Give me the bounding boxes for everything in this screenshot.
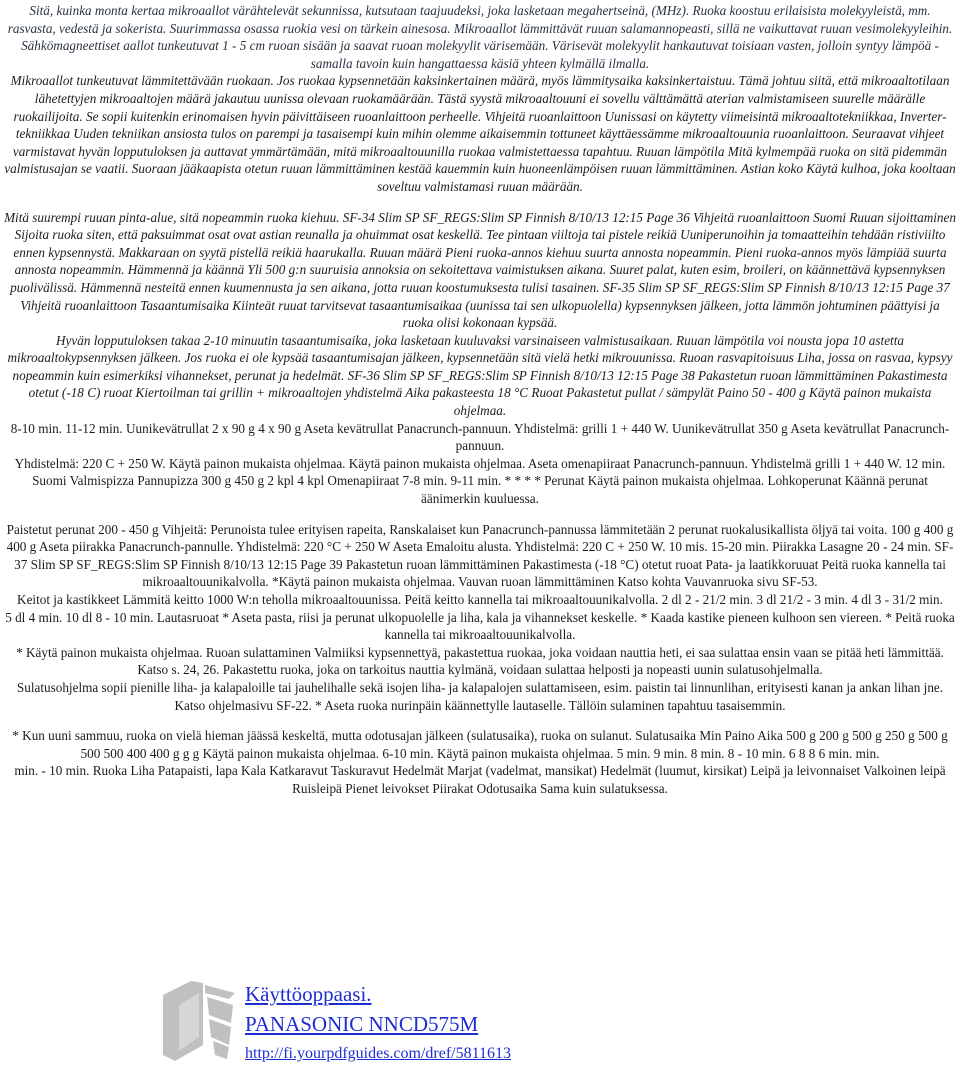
paragraph: Yhdistelmä: 220 C + 250 W. Käytä painon mukaista ohjelmaa. Käytä painon mukaista ohjelmaa. Aseta omenapiiraat Panacrunch-pannuun. Yhdistelmä grilli 1 + 440 W. 12 min. Suomi Valmispizza Pannupizza 300 g 450 g 2 kpl 4 kpl Omenapiiraat 7-8 min. 9-11 min. * * * * Perunat Käytä painon mukaista ohjelmaa. Lohkoperunat Käännä perunat äänimerkin kuuluessa. — [14, 455, 946, 507]
paragraph: * Kun uuni sammuu, ruoka on vielä hieman jäässä keskeltä, mutta odotusajan jälkeen (sulatusaika), ruoka on sulanut. Sulatusaika Min Paino Aika 500 g 200 g 500 g 250 g 500 g 500 500 400 400 g g g Käytä painon mukaista ohjelmaa. 6-10 min. Käytä painon mukaista ohjelmaa. 5 min. 9 min. 8 min. 8 - 10 min. 6 8 8 6 min. min. — [12, 728, 948, 761]
paragraph: rasvasta, vedestä ja sokerista. Suurimmassa osassa ruokia vesi on tärkein ainesosa. Mikroaallot lämmittävät ruuan salamannopeasti, sillä ne vaikuttavat ruuan vesimolekyyleihin. Sähkömagneettiset aallot tunkeutuvat 1 - 5 cm ruoan sisään ja saavat ruoan molekyylit värisemään. Värisevät molekyylit hankautuvat toisiaan vasten, jolloin syntyy lämpöä - samalla tavoin kuin hangattaessa käsiä yhteen kylmällä ilmalla. — [7, 20, 953, 71]
paragraph: Hyvän lopputuloksen takaa 2-10 minuutin tasaantumisaika, joka lasketaan kuuluvaksi varsinaiseen valmistusaikaan. Ruuan lämpötila voi nousta jopa 10 astetta mikroaaltokypsennyksen jälkeen. Jos ruoka ei ole kypsää tasaantumisajan jälkeen, kypsennetään sitä vielä hetki mikrouunissa. Ruoan rasvapitoisuus Liha, jossa on rasvaa, kypsyy nopeammin kuin esimerkiksi vihannekset, perunat ja hedelmät. SF-36 Slim SP SF_REGS:Slim SP Finnish 8/10/13 12:15 Page 38 Pakastetun ruoan lämmittäminen Pakastimesta otetut (-18 C) ruoat Kiertoilman tai grillin + mikroaaltojen yhdistelmä Aika pakasteesta 18 °C Ruoat Pakastetut pullat / sämpylät Paino 50 - 400 g Käytä painon mukaista ohjelmaa. — [7, 332, 953, 419]
paragraph: 5 dl 4 min. 10 dl 8 - 10 min. Lautasruoat * Aseta pasta, riisi ja perunat ulkopuolelle ja liha, kala ja vihannekset keskelle. * Kaada kastike pieneen kulhoon sen viereen. * Peitä ruoka kannella tai mikroaaltouunikalvolla. — [5, 609, 955, 643]
paragraph-gap — [0, 714, 960, 727]
paragraph: * Käytä painon mukaista ohjelmaa. Ruoan sulattaminen Valmiiksi kypsennettyä, pakastettua ruokaa, joka voidaan nauttia heti, ei saa sulattaa ensin vaan se pitää heti lämmittää. Katso s. 24, 26. Pakastettu ruoka, joka on tarkoitus nauttia kylmänä, voidaan sulattaa helposti ja nopeasti uunin sulatusohjelmalla. — [16, 644, 944, 678]
user-guide-link[interactable]: Käyttöoppaasi. — [245, 982, 372, 1006]
paragraph: 8-10 min. 11-12 min. Uunikevätrullat 2 x 90 g 4 x 90 g Aseta kevätrullat Panacrunch-pannuun. Yhdistelmä: grilli 1 + 440 W. Uunikevätrullat 350 g Aseta kevätrullat Panacrunch-pannuun. — [10, 420, 950, 454]
paragraph: min. - 10 min. Ruoka Liha Patapaisti, lapa Kala Katkaravut Taskuravut Hedelmät Marjat (vadelmat, mansikat) Hedelmät (luumut, kirsikat) Leipä ja leivonnaiset Valkoinen leipä Ruisleipä Pienet leivokset Piirakat Odotusaika Sama kuin sulatuksessa. — [14, 763, 946, 796]
paragraph: Paistetut perunat 200 - 450 g Vihjeitä: Perunoista tulee erityisen rapeita, Ranskalaiset kun Panacrunch-pannussa lämmitetään 2 perunat ruokalusikallista öljyä tai voita. 100 g 400 g 400 g Aseta piirakka Panacrunch-pannulle. Yhdistelmä: 220 °C + 250 W Aseta Emaloitu alusta. Yhdistelmä: 220 C + 250 W. 10 mis. 15-20 min. Piirakka Lasagne 20 - 24 min. SF-37 Slim SP SF_REGS:Slim SP Finnish 8/10/13 12:15 Page 39 Pakastetun ruoan lämmittäminen Pakastimesta (-18 °C) otetut ruoat Pata- ja laatikkoruuat Peitä ruoka kannella tai mikroaaltouunikalvolla. *Käytä painon mukaista ohjelmaa. Vauvan ruoan lämmittäminen Katso kohta Vauvanruoka sivu SF-53. — [6, 521, 954, 590]
footer-links — [245, 979, 511, 1069]
paragraph: Mikroaallot tunkeutuvat lämmitettävään ruokaan. Jos ruokaa kypsennetään kaksinkertainen määrä, myös lämmitysaika kaksinkertaistuu. Tämä johtuu siitä, että mikroaaltotilaan lähetettyjen mikroaaltojen määrä jakautuu uunissa olevaan ruokamäärään. Tästä syystä mikroaaltouuni ei sovellu välttämättä aterian valmistamiseen suurelle määrälle ruokailijoita. Se sopii kuitenkin erinomaisen hyvin päivittäiseen ruoanlaittoon perheelle. Vihjeitä ruoanlaittoon Uunissasi on käytetty viimeisintä mikroaaltotekniikkaa, Inverter-tekniikkaa Uuden tekniikan ansiosta tulos on parempi ja tasaisempi kuin mihin olemme aikaisemmin tottuneet käyttäessämme mikroaaltouunia ruoanlaittoon. Seuraavat vihjeet varmistavat hyvän lopputuloksen ja auttavat ymmärtämään, mitä mikroaaltouunilla ruokaa valmistettaessa tapahtuu. Ruuan lämpötila Mitä kylmempää ruoka on sitä pidemmän valmistusajan se vaatii. Suoraan jääkaapista otetun ruuan lämmittäminen kestää kauemmin kuin huoneenlämpöisen ruuan lämmittäminen. Astian koko Käytä kulhoa, joka kooltaan soveltuu valmistamasi ruuan määrään. — [4, 73, 956, 194]
paragraph-gap — [0, 196, 960, 209]
paragraph: Sitä, kuinka monta kertaa mikroaallot värähtelevät sekunnissa, kutsutaan taajuudeksi, joka lasketaan megahertseinä, (MHz). Ruoka koostuu erilaisista molekyyleistä, mm. — [29, 3, 931, 18]
guide-url-link[interactable]: http://fi.yourpdfguides.com/dref/5811613 — [245, 1045, 512, 1062]
paragraph: Keitot ja kastikkeet Lämmitä keitto 1000 W:n teholla mikroaaltouunissa. Peitä keitto kannella tai mikroaaltouunikalvolla. 2 dl 2 - 21/2 min. 3 dl 21/2 - 3 min. 4 dl 3 - 31/2 min. — [17, 592, 943, 607]
paragraph-gap — [0, 508, 960, 521]
paragraph: Mitä suurempi ruuan pinta-alue, sitä nopeammin ruoka kiehuu. SF-34 Slim SP SF_REGS:Slim SP Finnish 8/10/13 12:15 Page 36 Vihjeitä ruoanlaittoon Suomi Ruuan sijoittaminen Sijoita ruoka siten, että paksuimmat osat ovat astian reunalla ja ohuimmat osat keskellä. Tee pintaan viiltoja tai pistele reikiä Uuniperunoihin ja tomaatteihin tehdään ristiviilto ennen kypsennystä. Makkaraan on syytä pistellä reikiä haarukalla. Ruuan määrä Pieni ruoka-annos kiehuu suurta annosta nopeammin. Pieni ruoka-annos myös lämpiää suurta annosta nopeammin. Hämmennä ja käännä Yli 500 g:n suuruisia annoksia on sekoitettava vaimistuksen aikana. Suuret palat, kuten esim, broileri, on käännettävä kypsennyksen puolivälissä. Hämmennä nesteitä ennen kuumennusta ja sen aikana, jotta ruuan koostumuksesta tulisi tasainen. SF-35 Slim SP SF_REGS:Slim SP Finnish 8/10/13 12:15 Page 37 Vihjeitä ruoanlaittoon Tasaantumisaika Kiinteät ruuat tarvitsevat tasaantumisaikaa (uunissa tai sen ulkopuolella) kypsennyksen jälkeen, jotta lämmön johtuminen päättyisi ja ruoka olisi kokonaan kypsää. — [4, 209, 956, 331]
product-model-link[interactable]: PANASONIC NNCD575M — [245, 1012, 479, 1036]
paragraph: Sulatusohjelma sopii pienille liha- ja kalapaloille tai jauhelihalle sekä isojen liha- ja kalapalojen sulattamiseen, esim. paistin tai linnunlihan, erityisesti kanan ja ankan lihan jne. Katso ohjelmasivu SF-22. * Aseta ruoka nurinpäin käännettylle lautaselle. Tällöin sulaminen tapahtuu tasaisemmin. — [16, 679, 944, 713]
book-icon — [157, 975, 241, 1065]
document-footer — [0, 975, 960, 1072]
